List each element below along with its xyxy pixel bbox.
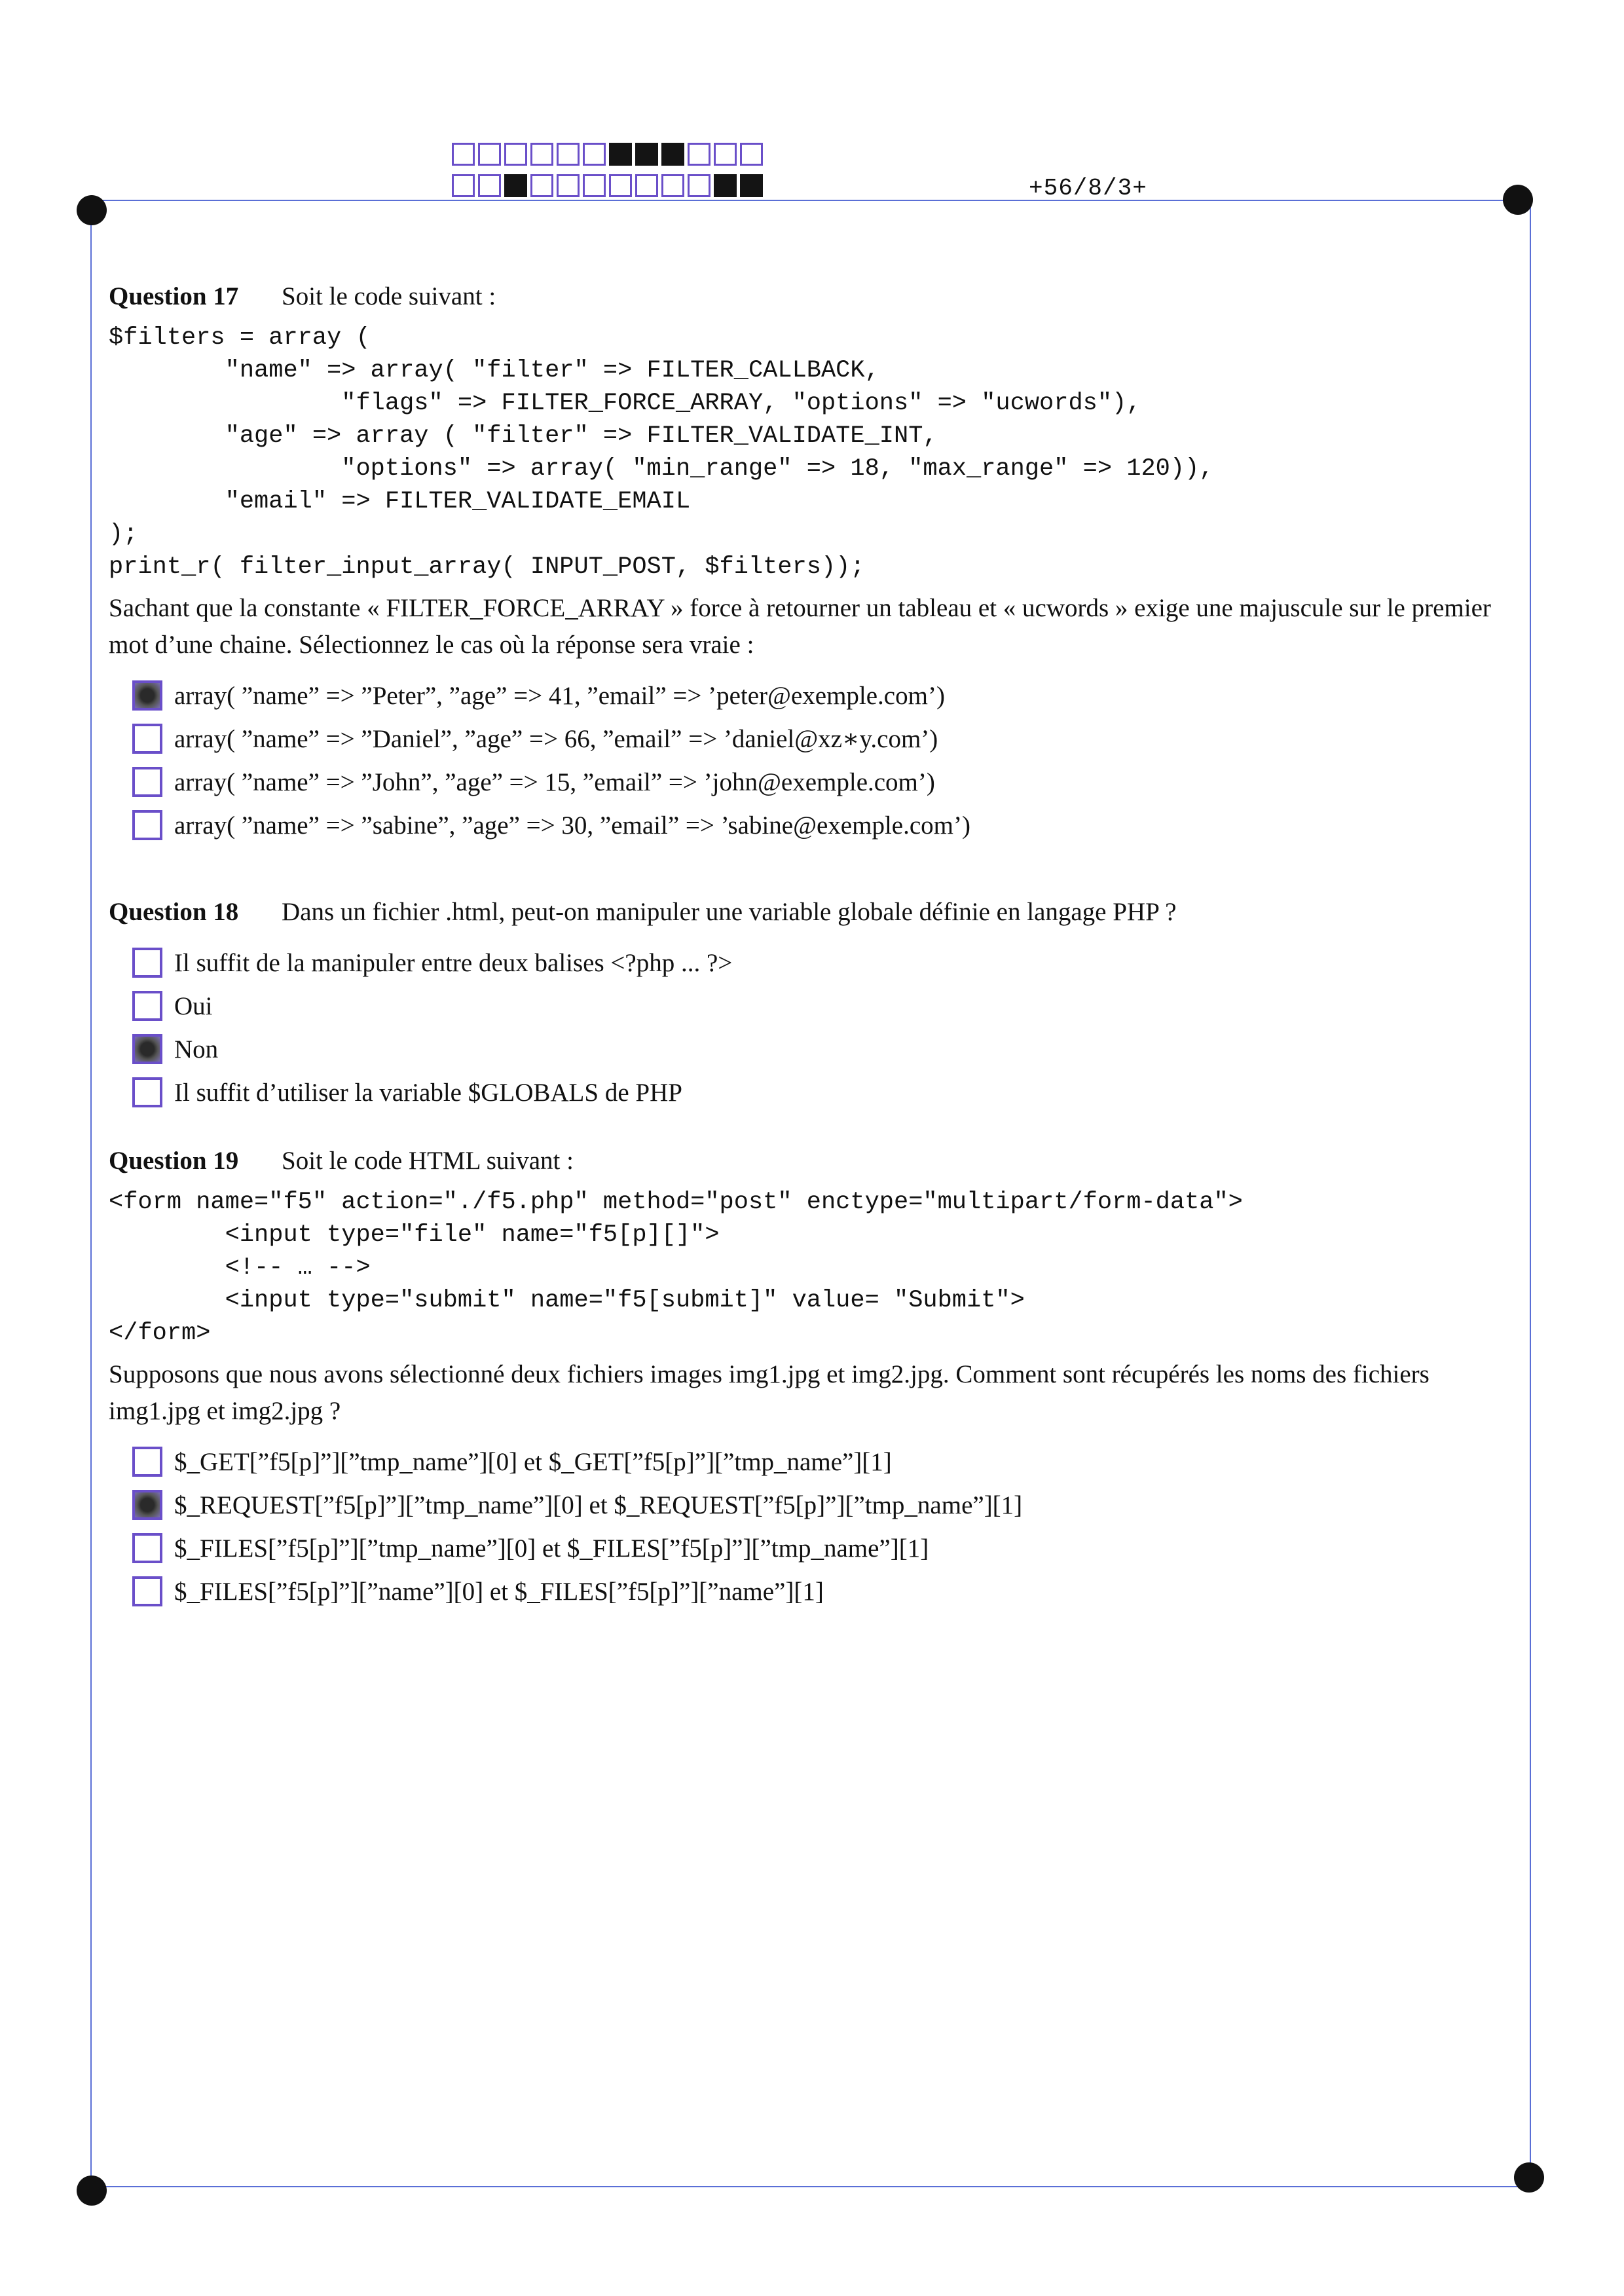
option-text: Non — [174, 1035, 219, 1064]
barcode-cell — [583, 174, 606, 197]
barcode-cell — [740, 174, 763, 197]
barcode-cell — [504, 143, 527, 166]
code-block: <form name="f5" action="./f5.php" method="post" enctype="multipart/form-data"> <input type="file" name="f5[p][]"> <!-- … --> <input type="submit" name="f5[submit]" value= "Submit"> </form> — [109, 1189, 1243, 1347]
answer-option[interactable] — [132, 941, 1504, 984]
checkbox[interactable] — [132, 767, 162, 797]
answer-option[interactable] — [132, 1527, 1504, 1570]
option-text: $_FILES[”f5[p]”][”tmp_name”][0] et $_FILES[”f5[p]”][”tmp_name”][1] — [174, 1534, 929, 1563]
option-text: $_REQUEST[”f5[p]”][”tmp_name”][0] et $_REQUEST[”f5[p]”][”tmp_name”][1] — [174, 1491, 1023, 1519]
question-paragraph: Sachant que la constante « FILTER_FORCE_ARRAY » force à retourner un tableau et « ucwords » exige une majuscule sur le premier mot d’une chaine. Sélectionnez le cas où la réponse sera vraie : — [109, 594, 1491, 659]
page-code: +56/8/3+ — [1029, 175, 1147, 202]
option-text: Il suffit de la manipuler entre deux balises <?php ... ?> — [174, 948, 733, 977]
checkbox[interactable] — [132, 810, 162, 840]
answer-option[interactable] — [132, 1483, 1504, 1527]
checkbox[interactable] — [132, 1490, 162, 1520]
answer-option[interactable] — [132, 674, 1504, 717]
barcode-cell — [714, 174, 737, 197]
barcode-row-2 — [452, 174, 766, 199]
question-intro: Dans un fichier .html, peut-on manipuler une variable globale définie en langage PHP ? — [282, 898, 1177, 926]
option-text: Il suffit d’utiliser la variable $GLOBALS de PHP — [174, 1078, 682, 1107]
answer-option[interactable] — [132, 760, 1504, 804]
option-text: array( ”name” => ”Daniel”, ”age” => 66, ”email” => ’daniel@xz∗y.com’) — [174, 724, 938, 753]
checkbox[interactable] — [132, 1576, 162, 1606]
option-text: array( ”name” => ”sabine”, ”age” => 30, ”email” => ’sabine@exemple.com’) — [174, 811, 970, 840]
answer-options — [132, 1440, 1504, 1613]
corner-marker-bottom-right — [1514, 2162, 1544, 2193]
question-label: Question 19 — [109, 1147, 239, 1175]
answer-option[interactable] — [132, 804, 1504, 847]
question-intro: Soit le code suivant : — [282, 282, 496, 310]
question-paragraph: Supposons que nous avons sélectionné deux fichiers images img1.jpg et img2.jpg. Comment sont récupérés les noms des fichiers img1.jpg et img2.jpg ? — [109, 1360, 1430, 1425]
checkbox[interactable] — [132, 1034, 162, 1064]
question-title — [109, 278, 1504, 315]
answer-option[interactable] — [132, 1570, 1504, 1613]
option-text: array( ”name” => ”John”, ”age” => 15, ”email” => ’john@exemple.com’) — [174, 768, 935, 796]
question-17 — [109, 278, 1504, 847]
answer-option[interactable] — [132, 717, 1504, 760]
barcode-cell — [583, 143, 606, 166]
barcode-cell — [557, 143, 580, 166]
answer-option[interactable] — [132, 1071, 1504, 1114]
checkbox[interactable] — [132, 1533, 162, 1563]
barcode-cell — [452, 174, 475, 197]
corner-marker-top-right — [1503, 185, 1533, 215]
question-intro: Soit le code HTML suivant : — [282, 1147, 574, 1175]
question-18 — [109, 894, 1504, 1114]
barcode-cell — [504, 174, 527, 197]
checkbox[interactable] — [132, 1447, 162, 1477]
answer-options — [132, 941, 1504, 1114]
corner-marker-top-left — [77, 195, 107, 225]
barcode-cell — [609, 174, 632, 197]
checkbox[interactable] — [132, 991, 162, 1021]
option-text: Oui — [174, 991, 213, 1020]
barcode-cell — [740, 143, 763, 166]
checkbox[interactable] — [132, 948, 162, 978]
barcode-cell — [478, 143, 501, 166]
barcode-row-1 — [452, 143, 766, 168]
code-block: $filters = array ( "name" => array( "filter" => FILTER_CALLBACK, "flags" => FILTER_FORCE_ARRAY, "options" => "ucwords"), "age" => array ( "filter" => FILTER_VALIDATE_INT, "options" => array( "min_range" => 18, "max_range" => 120)), "email" => FILTER_VALIDATE_EMAIL ); print_r( filter_input_array( INPUT_POST, $filters)); — [109, 324, 1214, 581]
question-label: Question 18 — [109, 898, 239, 926]
answer-options — [132, 674, 1504, 847]
answer-option[interactable] — [132, 984, 1504, 1028]
checkbox[interactable] — [132, 724, 162, 754]
answer-option[interactable] — [132, 1440, 1504, 1483]
barcode-cell — [530, 143, 553, 166]
barcode-cell — [714, 143, 737, 166]
option-text: $_GET[”f5[p]”][”tmp_name”][0] et $_GET[”f5[p]”][”tmp_name”][1] — [174, 1447, 892, 1476]
barcode-cell — [661, 174, 684, 197]
question-19 — [109, 1143, 1504, 1613]
barcode-cell — [609, 143, 632, 166]
barcode-cell — [688, 174, 710, 197]
checkbox[interactable] — [132, 680, 162, 711]
barcode-cell — [530, 174, 553, 197]
barcode-cell — [688, 143, 710, 166]
barcode-cell — [635, 143, 658, 166]
question-label: Question 17 — [109, 282, 239, 310]
answer-option[interactable] — [132, 1028, 1504, 1071]
barcode-cell — [635, 174, 658, 197]
question-title — [109, 894, 1504, 931]
barcode-cell — [452, 143, 475, 166]
option-text: $_FILES[”f5[p]”][”name”][0] et $_FILES[”f5[p]”][”name”][1] — [174, 1577, 824, 1606]
barcode-cell — [557, 174, 580, 197]
barcode-cell — [661, 143, 684, 166]
checkbox[interactable] — [132, 1077, 162, 1107]
question-title — [109, 1143, 1504, 1179]
corner-marker-bottom-left — [77, 2176, 107, 2206]
option-text: array( ”name” => ”Peter”, ”age” => 41, ”email” => ’peter@exemple.com’) — [174, 681, 945, 710]
barcode-cell — [478, 174, 501, 197]
